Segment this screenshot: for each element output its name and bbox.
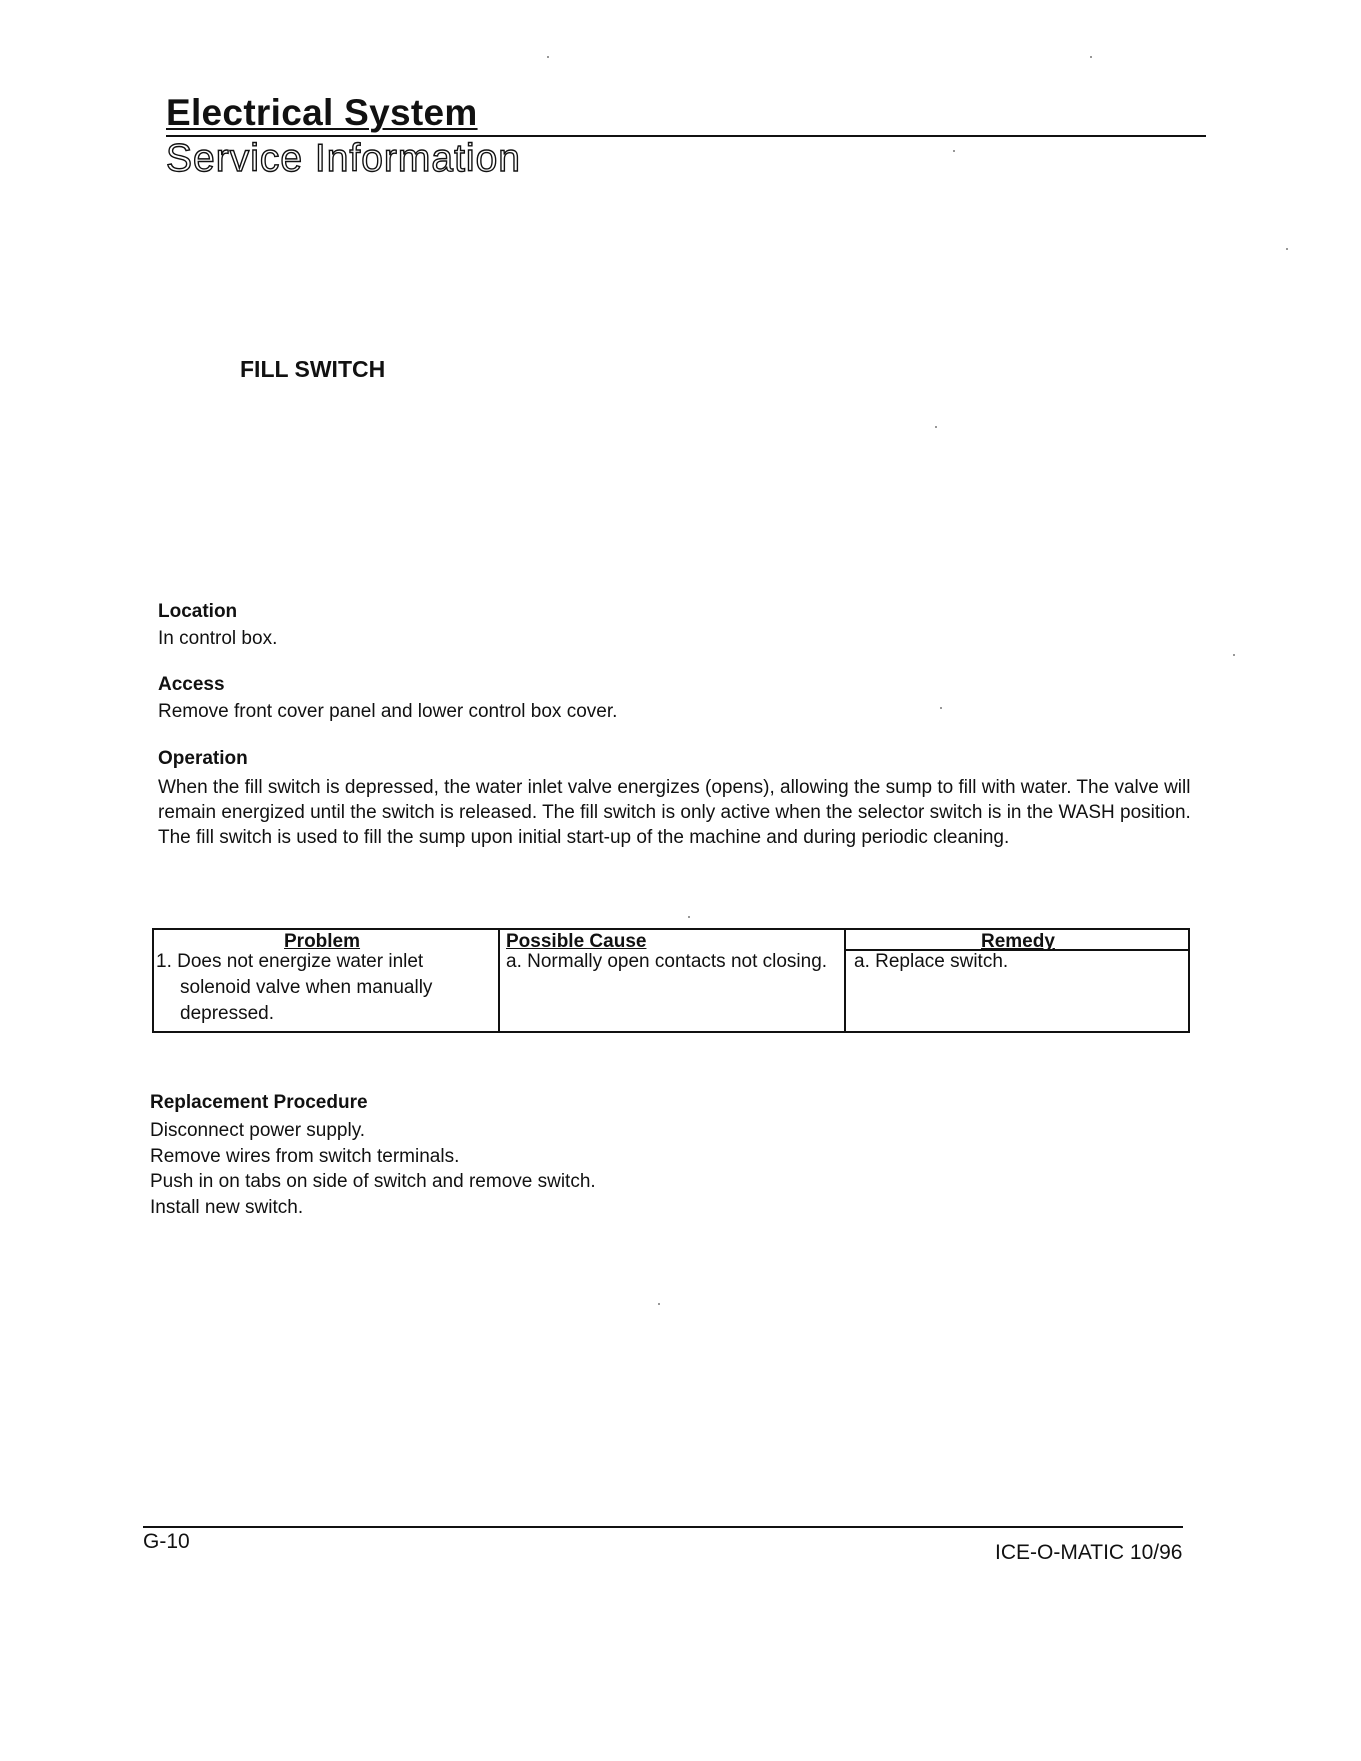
replacement-steps bbox=[150, 1118, 596, 1220]
cause-text: a. Normally open contacts not closing. bbox=[506, 951, 828, 972]
access-text: Remove front cover panel and lower control box cover. bbox=[158, 701, 618, 722]
list-item: Disconnect power supply. bbox=[150, 1120, 366, 1141]
troubleshooting-table bbox=[152, 928, 1190, 1033]
location-text: In control box. bbox=[158, 628, 278, 649]
scan-speckle bbox=[1286, 248, 1288, 250]
remedy-text: a. Replace switch. bbox=[854, 951, 1009, 972]
column-header-remedy: Remedy bbox=[981, 931, 1055, 952]
scan-speckle bbox=[953, 150, 955, 152]
operation-text: When the fill switch is depressed, the water inlet valve energizes (opens), allowing the sump to fill with water. The valve will remain energized until the switch is released. The fill switch is only active when the selector switch is in the WASH position. The fill switch is used to fill the sump upon initial start-up of the machine and during periodic cleaning. bbox=[158, 777, 1191, 848]
location-heading: Location bbox=[158, 601, 238, 622]
list-item: Install new switch. bbox=[150, 1196, 304, 1218]
page-number: G-10 bbox=[143, 1530, 190, 1553]
operation-heading: Operation bbox=[158, 748, 248, 769]
table-cell-problem bbox=[156, 949, 491, 1027]
scan-speckle bbox=[940, 707, 942, 709]
list-item: Remove wires from switch terminals. bbox=[150, 1145, 460, 1167]
scan-speckle bbox=[658, 1303, 660, 1305]
column-header-possible-cause: Possible Cause bbox=[506, 931, 647, 952]
access-heading: Access bbox=[158, 674, 225, 695]
footer-rule bbox=[143, 1526, 1183, 1528]
document-id: ICE-O-MATIC 10/96 bbox=[995, 1541, 1183, 1564]
scan-speckle bbox=[1233, 654, 1235, 656]
table-cell-remedy bbox=[854, 949, 1184, 975]
section-header-subtitle: Service Information bbox=[166, 137, 521, 180]
column-header-problem: Problem bbox=[284, 931, 361, 952]
list-item: Push in on tabs on side of switch and remove switch. bbox=[150, 1171, 596, 1192]
replacement-heading: Replacement Procedure bbox=[150, 1092, 368, 1113]
scan-speckle bbox=[547, 56, 549, 58]
scan-speckle bbox=[1090, 56, 1092, 58]
table-cell-cause bbox=[506, 949, 836, 975]
table-divider bbox=[498, 930, 500, 1031]
scan-speckle bbox=[935, 426, 937, 428]
table-divider bbox=[844, 930, 846, 1031]
problem-text: 1. Does not energize water inlet solenoid valve when manually depressed. bbox=[156, 951, 433, 1024]
section-header-title: Electrical System bbox=[166, 92, 478, 133]
scan-speckle bbox=[688, 916, 690, 918]
page-title: FILL SWITCH bbox=[240, 356, 386, 382]
